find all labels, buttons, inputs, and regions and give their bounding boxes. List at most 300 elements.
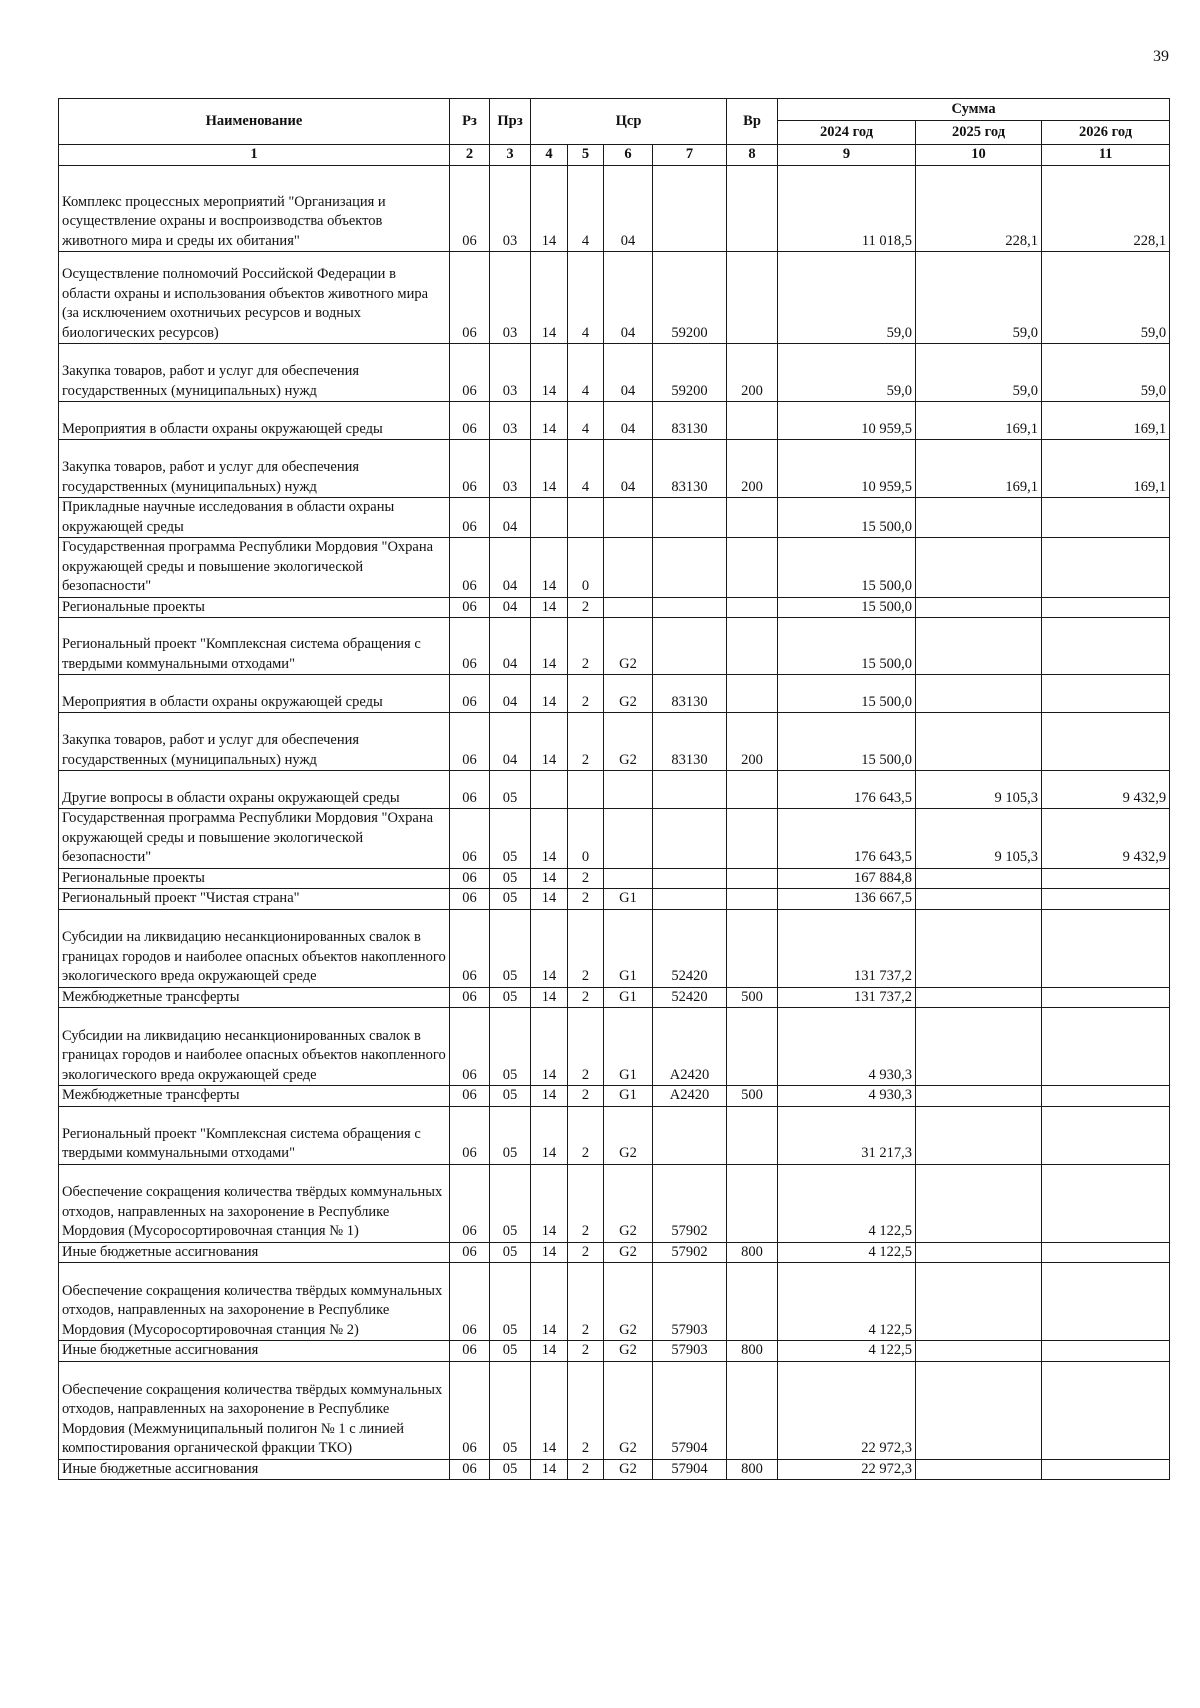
row-vr	[727, 1164, 778, 1242]
row-csr-program: 14	[531, 868, 568, 889]
row-csr-program: 14	[531, 909, 568, 987]
row-rz: 06	[450, 1086, 490, 1107]
row-sum-2024: 176 643,5	[778, 771, 916, 809]
row-csr-type: 2	[568, 1263, 604, 1341]
row-csr-structure: 04	[604, 166, 653, 252]
column-number-9: 9	[778, 145, 916, 166]
row-csr-program	[531, 498, 568, 538]
row-csr-direction	[653, 889, 727, 910]
table-row	[59, 771, 1170, 809]
row-csr-direction: 83130	[653, 675, 727, 713]
row-sum-2024: 22 972,3	[778, 1361, 916, 1459]
row-csr-program: 14	[531, 1086, 568, 1107]
row-prz: 03	[490, 402, 531, 440]
row-csr-type	[568, 498, 604, 538]
row-csr-program: 14	[531, 1361, 568, 1459]
row-csr-direction	[653, 618, 727, 675]
row-sum-2025	[916, 1361, 1042, 1459]
row-vr	[727, 889, 778, 910]
row-sum-2025: 228,1	[916, 166, 1042, 252]
row-sum-2024: 11 018,5	[778, 166, 916, 252]
row-prz: 05	[490, 889, 531, 910]
row-name: Обеспечение сокращения количества твёрдых коммунальных отходов, направленных на захоронение в Республике Мордовия (Межмуниципальный полигон № 1 с линией компостирования органической фракции ТКО)	[59, 1361, 450, 1459]
row-rz: 06	[450, 909, 490, 987]
row-csr-direction: 52420	[653, 909, 727, 987]
column-number-6: 6	[604, 145, 653, 166]
row-csr-direction	[653, 597, 727, 618]
row-sum-2024: 59,0	[778, 344, 916, 402]
row-sum-2025: 59,0	[916, 252, 1042, 344]
row-csr-direction	[653, 166, 727, 252]
row-csr-program: 14	[531, 166, 568, 252]
table-row	[59, 538, 1170, 598]
row-name: Закупка товаров, работ и услуг для обеспечения государственных (муниципальных) нужд	[59, 440, 450, 498]
row-name: Региональный проект "Комплексная система обращения с твердыми коммунальными отходами"	[59, 618, 450, 675]
row-csr-structure	[604, 868, 653, 889]
row-vr	[727, 498, 778, 538]
row-csr-program: 14	[531, 1341, 568, 1362]
row-csr-type: 2	[568, 1361, 604, 1459]
row-csr-direction	[653, 1106, 727, 1164]
row-sum-2026	[1042, 1459, 1170, 1480]
row-name: Обеспечение сокращения количества твёрдых коммунальных отходов, направленных на захоронение в Республике Мордовия (Мусоросортировочная станция № 1)	[59, 1164, 450, 1242]
row-csr-program: 14	[531, 1106, 568, 1164]
table-row	[59, 987, 1170, 1008]
row-csr-structure	[604, 597, 653, 618]
row-name: Иные бюджетные ассигнования	[59, 1459, 450, 1480]
row-sum-2025	[916, 1341, 1042, 1362]
row-csr-program: 14	[531, 987, 568, 1008]
row-prz: 04	[490, 618, 531, 675]
row-csr-type: 2	[568, 1341, 604, 1362]
row-vr	[727, 1008, 778, 1086]
table-row	[59, 1263, 1170, 1341]
row-csr-type: 2	[568, 1459, 604, 1480]
row-rz: 06	[450, 538, 490, 598]
row-csr-structure: G2	[604, 1341, 653, 1362]
row-csr-direction: 83130	[653, 402, 727, 440]
row-name: Субсидии на ликвидацию несанкционированных свалок в границах городов и наиболее опасных объектов накопленного экологического вреда окружающей среде	[59, 1008, 450, 1086]
row-vr	[727, 166, 778, 252]
row-sum-2025	[916, 889, 1042, 910]
row-sum-2025: 169,1	[916, 402, 1042, 440]
row-csr-structure	[604, 538, 653, 598]
row-prz: 03	[490, 252, 531, 344]
row-csr-structure: 04	[604, 252, 653, 344]
row-rz: 06	[450, 402, 490, 440]
row-prz: 05	[490, 771, 531, 809]
row-csr-type: 2	[568, 675, 604, 713]
row-csr-type: 4	[568, 252, 604, 344]
table-header	[59, 99, 1170, 166]
table-row	[59, 889, 1170, 910]
table-row	[59, 809, 1170, 869]
page-number: 39	[1153, 48, 1169, 65]
row-vr	[727, 809, 778, 869]
row-prz: 04	[490, 675, 531, 713]
row-sum-2024: 15 500,0	[778, 597, 916, 618]
row-rz: 06	[450, 889, 490, 910]
column-number-8: 8	[727, 145, 778, 166]
row-sum-2025	[916, 618, 1042, 675]
row-csr-direction: 57904	[653, 1459, 727, 1480]
row-sum-2025	[916, 597, 1042, 618]
header-rz: Рз	[450, 99, 490, 145]
row-rz: 06	[450, 498, 490, 538]
row-sum-2024: 10 959,5	[778, 440, 916, 498]
row-rz: 06	[450, 1106, 490, 1164]
row-vr	[727, 618, 778, 675]
table-row	[59, 597, 1170, 618]
row-name: Региональные проекты	[59, 597, 450, 618]
row-vr	[727, 1361, 778, 1459]
row-csr-type: 4	[568, 440, 604, 498]
row-csr-program: 14	[531, 1242, 568, 1263]
row-sum-2026	[1042, 675, 1170, 713]
table-body	[59, 166, 1170, 1480]
row-csr-program: 14	[531, 1459, 568, 1480]
row-name: Обеспечение сокращения количества твёрдых коммунальных отходов, направленных на захоронение в Республике Мордовия (Мусоросортировочная станция № 2)	[59, 1263, 450, 1341]
row-sum-2024: 15 500,0	[778, 618, 916, 675]
row-name: Межбюджетные трансферты	[59, 1086, 450, 1107]
header-year-2026: 2026 год	[1042, 121, 1170, 145]
row-rz: 06	[450, 713, 490, 771]
row-csr-type: 2	[568, 1164, 604, 1242]
row-prz: 05	[490, 1106, 531, 1164]
row-prz: 05	[490, 1242, 531, 1263]
row-vr: 800	[727, 1341, 778, 1362]
row-sum-2024: 167 884,8	[778, 868, 916, 889]
header-year-2024: 2024 год	[778, 121, 916, 145]
row-csr-type: 2	[568, 868, 604, 889]
row-sum-2026	[1042, 1008, 1170, 1086]
row-rz: 06	[450, 440, 490, 498]
row-csr-program: 14	[531, 713, 568, 771]
row-prz: 05	[490, 1086, 531, 1107]
table-row	[59, 1459, 1170, 1480]
row-rz: 06	[450, 1341, 490, 1362]
table-row	[59, 675, 1170, 713]
row-vr	[727, 252, 778, 344]
row-csr-type: 2	[568, 713, 604, 771]
row-sum-2026	[1042, 1106, 1170, 1164]
row-csr-program: 14	[531, 1164, 568, 1242]
row-csr-direction: 52420	[653, 987, 727, 1008]
row-vr	[727, 675, 778, 713]
row-csr-direction: А2420	[653, 1008, 727, 1086]
row-sum-2026: 9 432,9	[1042, 771, 1170, 809]
row-csr-structure	[604, 809, 653, 869]
table-row	[59, 618, 1170, 675]
row-name: Государственная программа Республики Мордовия "Охрана окружающей среды и повышение экологической безопасности"	[59, 809, 450, 869]
row-sum-2025	[916, 1459, 1042, 1480]
table-row	[59, 1106, 1170, 1164]
row-vr	[727, 1263, 778, 1341]
row-csr-structure: G1	[604, 889, 653, 910]
row-sum-2025	[916, 1164, 1042, 1242]
table-row	[59, 713, 1170, 771]
row-sum-2025	[916, 1106, 1042, 1164]
row-rz: 06	[450, 597, 490, 618]
row-csr-structure: G2	[604, 1164, 653, 1242]
row-sum-2024: 4 930,3	[778, 1086, 916, 1107]
row-vr: 200	[727, 440, 778, 498]
table-row	[59, 1361, 1170, 1459]
row-rz: 06	[450, 987, 490, 1008]
row-csr-structure	[604, 771, 653, 809]
row-rz: 06	[450, 618, 490, 675]
row-name: Мероприятия в области охраны окружающей среды	[59, 675, 450, 713]
row-sum-2025	[916, 909, 1042, 987]
row-csr-program: 14	[531, 402, 568, 440]
row-csr-type: 2	[568, 618, 604, 675]
row-prz: 05	[490, 868, 531, 889]
row-sum-2026: 169,1	[1042, 402, 1170, 440]
row-csr-type: 2	[568, 1106, 604, 1164]
row-csr-direction	[653, 498, 727, 538]
row-name: Иные бюджетные ассигнования	[59, 1341, 450, 1362]
row-rz: 06	[450, 252, 490, 344]
row-sum-2024: 10 959,5	[778, 402, 916, 440]
row-prz: 05	[490, 1263, 531, 1341]
row-csr-program: 14	[531, 675, 568, 713]
table-row	[59, 1008, 1170, 1086]
row-csr-type: 2	[568, 889, 604, 910]
row-sum-2026: 9 432,9	[1042, 809, 1170, 869]
column-number-4: 4	[531, 145, 568, 166]
row-vr: 500	[727, 1086, 778, 1107]
row-sum-2026	[1042, 1263, 1170, 1341]
row-csr-direction: 83130	[653, 713, 727, 771]
row-csr-program: 14	[531, 252, 568, 344]
header-vr: Вр	[727, 99, 778, 145]
row-csr-direction: 57904	[653, 1361, 727, 1459]
row-sum-2024: 15 500,0	[778, 498, 916, 538]
row-prz: 05	[490, 1341, 531, 1362]
row-sum-2025: 9 105,3	[916, 771, 1042, 809]
row-csr-type: 2	[568, 1086, 604, 1107]
row-name: Осуществление полномочий Российской Федерации в области охраны и использования объектов животного мира (за исключением охотничьих ресурсов и водных биологических ресурсов)	[59, 252, 450, 344]
row-rz: 06	[450, 1459, 490, 1480]
row-csr-direction	[653, 771, 727, 809]
row-csr-structure: G2	[604, 675, 653, 713]
row-csr-program	[531, 771, 568, 809]
column-number-3: 3	[490, 145, 531, 166]
row-prz: 05	[490, 1361, 531, 1459]
row-csr-program: 14	[531, 1263, 568, 1341]
column-number-1: 1	[59, 145, 450, 166]
column-number-row	[59, 145, 1170, 166]
row-sum-2024: 176 643,5	[778, 809, 916, 869]
table-row	[59, 402, 1170, 440]
row-sum-2026	[1042, 1164, 1170, 1242]
row-prz: 05	[490, 909, 531, 987]
column-number-11: 11	[1042, 145, 1170, 166]
row-sum-2025: 169,1	[916, 440, 1042, 498]
row-vr	[727, 1106, 778, 1164]
row-name: Межбюджетные трансферты	[59, 987, 450, 1008]
row-csr-type: 2	[568, 987, 604, 1008]
row-sum-2026	[1042, 987, 1170, 1008]
row-sum-2026	[1042, 868, 1170, 889]
row-sum-2025	[916, 1263, 1042, 1341]
row-prz: 04	[490, 597, 531, 618]
row-sum-2024: 4 122,5	[778, 1341, 916, 1362]
table-row	[59, 344, 1170, 402]
row-sum-2026: 59,0	[1042, 344, 1170, 402]
row-sum-2026	[1042, 618, 1170, 675]
row-csr-type: 0	[568, 538, 604, 598]
row-sum-2024: 4 122,5	[778, 1242, 916, 1263]
row-vr: 800	[727, 1242, 778, 1263]
row-csr-direction: 57902	[653, 1164, 727, 1242]
row-csr-type: 4	[568, 166, 604, 252]
row-csr-direction: 57903	[653, 1341, 727, 1362]
row-sum-2024: 59,0	[778, 252, 916, 344]
row-csr-structure: 04	[604, 440, 653, 498]
row-name: Субсидии на ликвидацию несанкционированных свалок в границах городов и наиболее опасных объектов накопленного экологического вреда окружающей среде	[59, 909, 450, 987]
row-csr-type: 4	[568, 344, 604, 402]
row-csr-structure	[604, 498, 653, 538]
row-prz: 04	[490, 713, 531, 771]
row-csr-type: 2	[568, 597, 604, 618]
row-sum-2024: 4 930,3	[778, 1008, 916, 1086]
row-csr-program: 14	[531, 538, 568, 598]
row-sum-2026	[1042, 597, 1170, 618]
row-sum-2026: 169,1	[1042, 440, 1170, 498]
row-rz: 06	[450, 1164, 490, 1242]
row-sum-2026	[1042, 713, 1170, 771]
row-sum-2025	[916, 1086, 1042, 1107]
row-sum-2025: 59,0	[916, 344, 1042, 402]
row-vr	[727, 402, 778, 440]
row-csr-type: 2	[568, 1242, 604, 1263]
row-sum-2026	[1042, 889, 1170, 910]
row-sum-2024: 15 500,0	[778, 713, 916, 771]
row-name: Мероприятия в области охраны окружающей среды	[59, 402, 450, 440]
row-csr-program: 14	[531, 1008, 568, 1086]
row-sum-2025	[916, 538, 1042, 598]
row-vr: 500	[727, 987, 778, 1008]
row-sum-2024: 131 737,2	[778, 909, 916, 987]
row-prz: 04	[490, 498, 531, 538]
row-csr-program: 14	[531, 618, 568, 675]
row-sum-2026: 59,0	[1042, 252, 1170, 344]
row-csr-direction: 57903	[653, 1263, 727, 1341]
row-vr	[727, 909, 778, 987]
row-sum-2025	[916, 987, 1042, 1008]
table-row	[59, 440, 1170, 498]
header-year-2025: 2025 год	[916, 121, 1042, 145]
row-csr-program: 14	[531, 889, 568, 910]
row-sum-2026	[1042, 498, 1170, 538]
row-vr: 200	[727, 713, 778, 771]
row-csr-structure: G2	[604, 713, 653, 771]
row-csr-structure: 04	[604, 402, 653, 440]
row-sum-2025	[916, 868, 1042, 889]
row-rz: 06	[450, 344, 490, 402]
row-sum-2025	[916, 713, 1042, 771]
row-name: Государственная программа Республики Мордовия "Охрана окружающей среды и повышение экологической безопасности"	[59, 538, 450, 598]
row-prz: 04	[490, 538, 531, 598]
row-csr-type: 2	[568, 909, 604, 987]
row-sum-2026	[1042, 909, 1170, 987]
header-sum: Сумма	[778, 99, 1170, 121]
row-rz: 06	[450, 1263, 490, 1341]
row-prz: 03	[490, 344, 531, 402]
table-row	[59, 1086, 1170, 1107]
row-sum-2026	[1042, 1242, 1170, 1263]
row-csr-direction: 57902	[653, 1242, 727, 1263]
row-csr-type	[568, 771, 604, 809]
row-prz: 05	[490, 1008, 531, 1086]
row-sum-2024: 4 122,5	[778, 1164, 916, 1242]
table-row	[59, 909, 1170, 987]
row-sum-2025	[916, 675, 1042, 713]
column-number-5: 5	[568, 145, 604, 166]
row-name: Региональные проекты	[59, 868, 450, 889]
row-rz: 06	[450, 675, 490, 713]
header-name: Наименование	[59, 99, 450, 145]
header-csr: Цср	[531, 99, 727, 145]
row-csr-structure: G2	[604, 1263, 653, 1341]
row-csr-direction: 83130	[653, 440, 727, 498]
row-csr-type: 4	[568, 402, 604, 440]
table-row	[59, 252, 1170, 344]
row-csr-structure: G1	[604, 1008, 653, 1086]
row-prz: 05	[490, 809, 531, 869]
row-vr	[727, 538, 778, 598]
row-prz: 05	[490, 987, 531, 1008]
row-sum-2025	[916, 1008, 1042, 1086]
row-name: Комплекс процессных мероприятий "Организация и осуществление охраны и воспроизводства объектов животного мира и среды их обитания"	[59, 166, 450, 252]
row-sum-2024: 22 972,3	[778, 1459, 916, 1480]
row-rz: 06	[450, 1008, 490, 1086]
row-csr-structure: G2	[604, 1106, 653, 1164]
row-vr: 200	[727, 344, 778, 402]
row-rz: 06	[450, 809, 490, 869]
row-sum-2026	[1042, 1086, 1170, 1107]
table-row	[59, 868, 1170, 889]
row-csr-structure: G2	[604, 618, 653, 675]
row-csr-structure: G1	[604, 1086, 653, 1107]
row-rz: 06	[450, 1361, 490, 1459]
row-csr-direction	[653, 868, 727, 889]
row-sum-2024: 4 122,5	[778, 1263, 916, 1341]
row-prz: 05	[490, 1164, 531, 1242]
row-sum-2024: 136 667,5	[778, 889, 916, 910]
row-vr: 800	[727, 1459, 778, 1480]
row-vr	[727, 597, 778, 618]
row-sum-2026	[1042, 1361, 1170, 1459]
row-csr-direction	[653, 538, 727, 598]
row-prz: 03	[490, 440, 531, 498]
row-sum-2024: 31 217,3	[778, 1106, 916, 1164]
row-sum-2025	[916, 1242, 1042, 1263]
row-csr-direction: А2420	[653, 1086, 727, 1107]
row-vr	[727, 868, 778, 889]
row-rz: 06	[450, 868, 490, 889]
row-sum-2026	[1042, 1341, 1170, 1362]
row-name: Закупка товаров, работ и услуг для обеспечения государственных (муниципальных) нужд	[59, 344, 450, 402]
row-csr-direction	[653, 809, 727, 869]
table-row	[59, 166, 1170, 252]
row-name: Закупка товаров, работ и услуг для обеспечения государственных (муниципальных) нужд	[59, 713, 450, 771]
column-number-7: 7	[653, 145, 727, 166]
row-csr-direction: 59200	[653, 344, 727, 402]
row-name: Иные бюджетные ассигнования	[59, 1242, 450, 1263]
row-sum-2025: 9 105,3	[916, 809, 1042, 869]
